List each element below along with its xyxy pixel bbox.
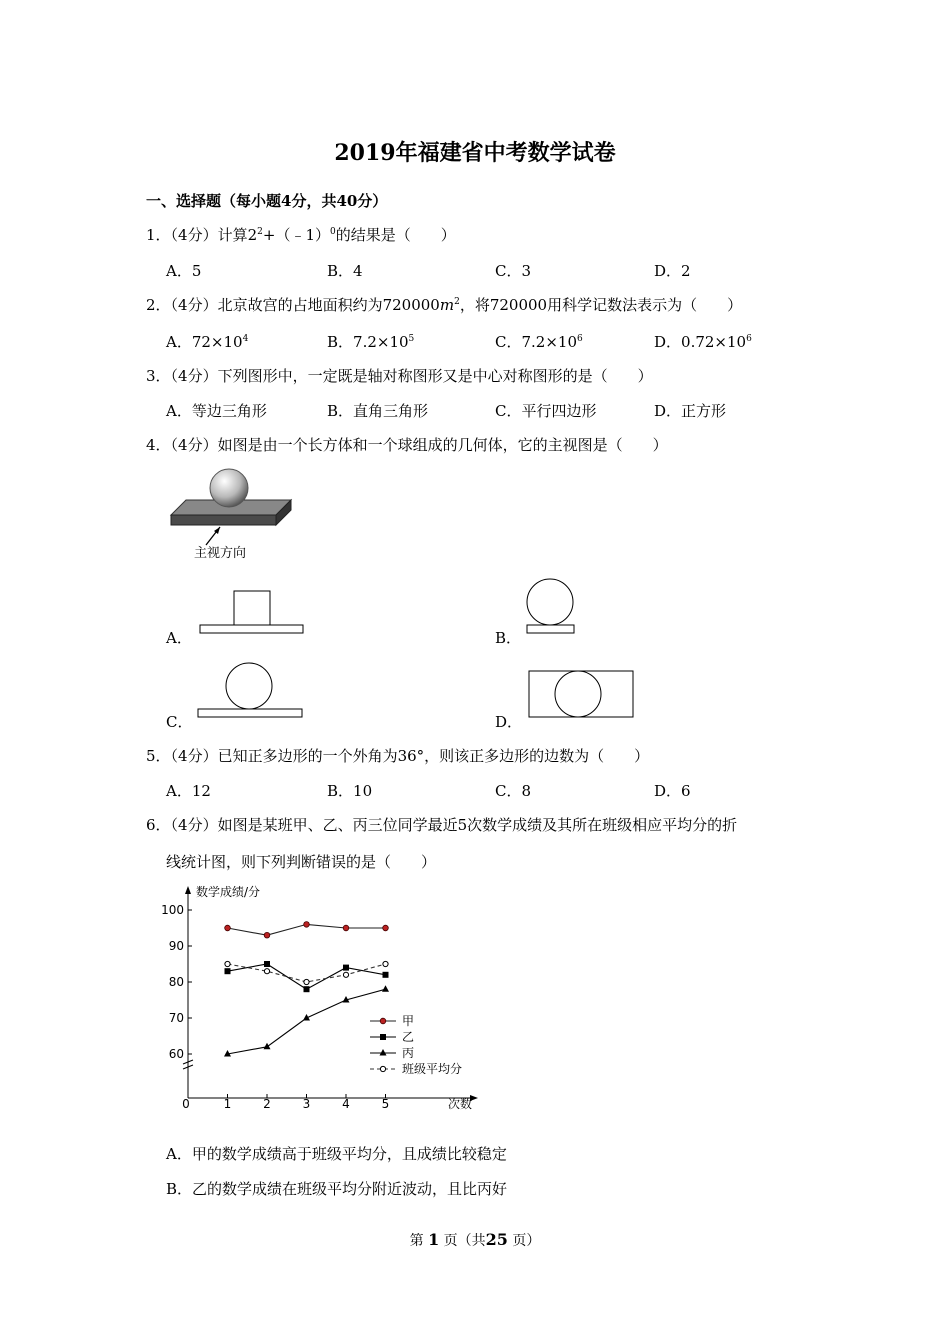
q5-option-c: C．8: [495, 782, 532, 800]
q3-option-a: A．等边三角形: [166, 402, 267, 420]
series-3-point: [382, 985, 389, 992]
x-tick-label: 0: [182, 1097, 190, 1111]
q4-option-a-figure: [198, 588, 308, 636]
q2-d-exp: 6: [746, 334, 752, 344]
q1-sup: 2: [257, 227, 263, 237]
box-front-face: [171, 515, 276, 525]
circle-shape: [226, 663, 272, 709]
series-1-point: [264, 932, 270, 938]
q6-option-b: B．乙的数学成绩在班级平均分附近波动，且比丙好: [166, 1180, 508, 1198]
q6-option-a: A．甲的数学成绩高于班级平均分，且成绩比较稳定: [166, 1145, 507, 1163]
series-4-point: [264, 969, 269, 974]
y-axis-label: 数学成绩/分: [196, 885, 261, 899]
q3-option-c: C．平行四边形: [495, 402, 597, 420]
series-4-point: [383, 961, 388, 966]
view-direction-label: 主视方向: [194, 546, 247, 561]
series-1-point: [383, 925, 389, 931]
q3-option-d: D．正方形: [654, 402, 727, 420]
q2-a-exp: 4: [242, 334, 249, 344]
sphere: [210, 469, 248, 507]
q2-d-base: D．0.72×10: [654, 333, 747, 351]
x-tick-label: 1: [223, 1097, 232, 1111]
chart-series: [224, 922, 389, 1057]
q3-option-b: B．直角三角形: [327, 402, 429, 420]
series-1-point: [225, 925, 231, 931]
q4-solid-figure: [166, 465, 306, 565]
q2-unit: m: [439, 296, 455, 314]
footer-post: 页）: [512, 1233, 541, 1249]
q5-option-b: B．10: [327, 782, 373, 800]
question-2: [146, 294, 742, 315]
series-2-point: [225, 968, 231, 974]
footer-pre: 第: [409, 1233, 424, 1249]
q1-sup2: 0: [330, 227, 336, 237]
series-2-point: [304, 986, 310, 992]
q2-option-b: [327, 331, 414, 352]
q2-c-exp: 6: [577, 334, 583, 344]
x-tick-label: 3: [302, 1097, 311, 1111]
series-4-point: [304, 979, 309, 984]
rect-base: [200, 625, 303, 633]
footer-page-number: 1: [428, 1230, 440, 1249]
q1-text-c: 的结果是（ ）: [335, 226, 456, 244]
page-footer: [0, 1230, 950, 1250]
series-2-point: [383, 972, 389, 978]
legend-label-2: 乙: [402, 1030, 415, 1044]
q5-option-d: D．6: [654, 782, 691, 800]
series-2-point: [343, 965, 349, 971]
x-tick-label: 5: [381, 1097, 390, 1111]
question-6-line-1: 6．（4分）如图是某班甲、乙、丙三位同学最近5次数学成绩及其所在班级相应平均分的折: [146, 816, 738, 834]
legend-marker-2: [380, 1034, 386, 1040]
y-tick-label: 60: [168, 1047, 184, 1061]
legend-label-3: 丙: [402, 1046, 415, 1060]
score-line-chart: [160, 880, 490, 1115]
series-4-point: [343, 972, 348, 977]
question-4: 4．（4分）如图是由一个长方体和一个球组成的几何体，它的主视图是（ ）: [146, 436, 668, 454]
q4-option-b-figure: [525, 577, 581, 637]
q2-b-exp: 5: [408, 334, 415, 344]
rect-frame: [529, 671, 633, 717]
chart-ticks: [161, 903, 389, 1111]
q1-option-c: C．3: [495, 262, 532, 280]
legend-marker-1: [380, 1018, 386, 1024]
chart-legend: [370, 1014, 462, 1076]
q4-option-d-label: D．: [495, 713, 523, 731]
page-title: 2019年福建省中考数学试卷: [334, 140, 616, 166]
section-heading: 一、选择题（每小题4分，共40分）: [146, 192, 388, 210]
q5-option-a: A．12: [166, 782, 211, 800]
q2-c-base: C．7.2×10: [495, 333, 577, 351]
series-4-point: [225, 961, 230, 966]
footer-total-pages: 25: [485, 1230, 508, 1249]
question-5: 5．（4分）已知正多边形的一个外角为36°，则该正多边形的边数为（ ）: [146, 747, 650, 765]
series-line-3: [228, 989, 386, 1054]
series-1-point: [343, 925, 349, 931]
q4-option-b-label: B．: [495, 629, 522, 647]
q2-sup: 2: [454, 297, 460, 307]
q1-option-d: D．2: [654, 262, 691, 280]
circle-shape: [555, 671, 601, 717]
q1-text-a: 1．（4分）计算2: [146, 226, 258, 244]
footer-mid: 页（共: [443, 1233, 486, 1249]
y-axis-arrow: [185, 886, 191, 894]
legend-marker-3: [380, 1049, 387, 1056]
q2-option-a: [166, 331, 248, 352]
x-tick-label: 4: [342, 1097, 350, 1111]
legend-marker-4: [380, 1066, 385, 1071]
chart-axes: [183, 884, 478, 1111]
question-6-line-2: 线统计图，则下列判断错误的是（ ）: [166, 853, 437, 871]
q2-text-a: 2．（4分）北京故宫的占地面积约为720000: [146, 296, 440, 314]
circle-shape: [527, 579, 573, 625]
rect-base: [198, 709, 302, 717]
series-2-point: [264, 961, 270, 967]
q4-option-c-figure: [196, 660, 306, 720]
q2-option-d: [654, 331, 752, 352]
legend-label-1: 甲: [402, 1014, 415, 1028]
q1-text-b: +（﹣1）: [262, 226, 330, 244]
q2-option-c: [495, 331, 583, 352]
y-tick-label: 80: [168, 975, 184, 989]
q2-a-base: A．72×10: [166, 333, 243, 351]
y-tick-label: 100: [161, 903, 184, 917]
q4-option-c-label: C．: [166, 713, 193, 731]
legend-label-4: 班级平均分: [402, 1062, 463, 1076]
x-tick-label: 2: [263, 1097, 271, 1111]
y-tick-label: 90: [168, 939, 184, 953]
q2-b-base: B．7.2×10: [327, 333, 409, 351]
rect-base: [527, 625, 574, 633]
x-axis-label: 次数: [448, 1097, 473, 1111]
q4-option-a-label: A．: [166, 629, 192, 647]
square-shape: [234, 591, 270, 625]
q2-text-b: ，将720000用科学记数法表示为（ ）: [459, 296, 743, 314]
q1-option-b: B．4: [327, 262, 363, 280]
series-1-point: [304, 922, 310, 928]
question-1: [146, 224, 456, 245]
y-tick-label: 70: [168, 1011, 184, 1025]
q1-option-a: A．5: [166, 262, 202, 280]
series-3-point: [264, 1043, 271, 1050]
q4-option-d-figure: [527, 669, 637, 721]
question-3: 3．（4分）下列图形中，一定既是轴对称图形又是中心对称图形的是（ ）: [146, 367, 653, 385]
